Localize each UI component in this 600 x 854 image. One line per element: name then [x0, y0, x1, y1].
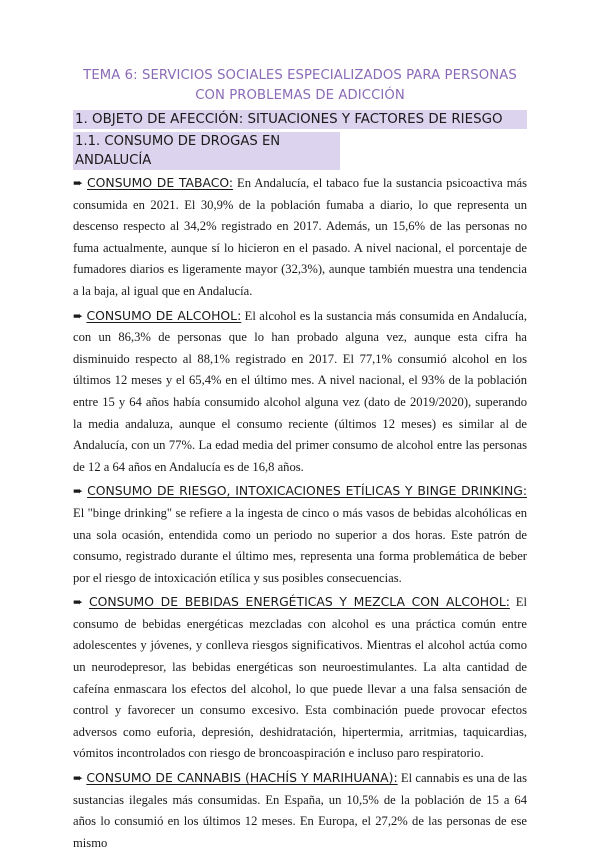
- arrow-icon: ➨: [73, 176, 84, 190]
- paragraph-alcohol: [73, 305, 527, 479]
- paragraph-heading: CONSUMO DE TABACO:: [87, 175, 234, 190]
- paragraph-text: El consumo de bebidas energéticas mezcladas con alcohol es una práctica común entre adolescentes y jóvenes, y conlleva riesgos significativos. Mientras el alcohol actúa como un neurodepresor, las bebidas energéticas son neuroestimulantes. La alta cantidad de cafeína enmascara los efectos del alcohol, lo que puede llevar a una falsa sensación de control y favorecer un consumo excesivo. Esta combinación puede provocar efectos adversos como euforia, depresión, deshidratación, hipertermia, arritmias, taquicardias, vómitos incontrolados con riesgo de broncoaspiración e incluso paro respiratorio.: [73, 595, 527, 761]
- paragraph-heading: CONSUMO DE CANNABIS (HACHÍS Y MARIHUANA):: [86, 770, 398, 786]
- arrow-icon: ➨: [73, 484, 84, 499]
- paragraph-text: El cannabis es una de las sustancias ilegales más consumidas. En España, un 10,5% de la población de 15 a 64 años lo consumió en los últimos 12 meses. En Europa, el 27,2% de las personas de ese mismo: [73, 771, 527, 850]
- arrow-icon: ➨: [73, 595, 84, 610]
- paragraph-text: El alcohol es la sustancia más consumida en Andalucía, con un 86,3% de personas que lo han probado alguna vez, aunque esta cifra ha disminuido respecto al 88,1% registrado en 2017. El 77,1% consumió alcohol en los últimos 12 meses y el 65,4% en el último mes. A nivel nacional, el 93% de la población entre 15 y 64 años había consumido alcohol alguna vez (dato de 2019/2020), superando la media andaluza, aunque el consumo reciente (últimos 12 meses) es similar al de Andalucía, con un 77%. La edad media del primer consumo de alcohol entre las personas de 12 a 64 años en Andalucía es de 16,8 años.: [73, 308, 527, 474]
- section-heading: 1. OBJETO DE AFECCIÓN: SITUACIONES Y FACTORES DE RIESGO: [73, 110, 527, 129]
- paragraph-tabaco: [73, 172, 527, 303]
- arrow-icon: ➨: [73, 771, 84, 786]
- paragraph-binge-drinking: [73, 480, 527, 589]
- paragraph-bebidas-energeticas: [73, 591, 527, 765]
- paragraph-text: En Andalucía, el tabaco fue la sustancia psicoactiva más consumida en 2021. El 30,9% de la población fumaba a diario, lo que representa un descenso respecto al 34,2% registrado en 2017. Además, un 15,6% de las personas no fuma actualmente, aunque sí lo hicieron en el pasado. A nivel nacional, el porcentaje de fumadores diarios es ligeramente mayor (32,3%), aunque también muestra una tendencia a la baja, al igual que en Andalucía.: [73, 176, 528, 298]
- paragraph-cannabis: [73, 767, 527, 854]
- paragraph-text: El "binge drinking" se refiere a la ingesta de cinco o más vasos de bebidas alcohólicas en una sola ocasión, entendida como un periodo no superior a dos horas. Este patrón de consumo, registrado durante el último mes, representa una forma problemática de beber por el riesgo de intoxicación etílica y sus posibles consecuencias.: [73, 505, 527, 585]
- paragraph-heading: CONSUMO DE BEBIDAS ENERGÉTICAS Y MEZCLA CON ALCOHOL:: [88, 594, 510, 610]
- paragraph-heading: CONSUMO DE ALCOHOL:: [86, 307, 242, 323]
- document-title: TEMA 6: SERVICIOS SOCIALES ESPECIALIZADOS PARA PERSONAS CON PROBLEMAS DE ADICCIÓN: [83, 68, 517, 103]
- subsection-heading: 1.1. CONSUMO DE DROGAS EN ANDALUCÍA: [73, 132, 340, 170]
- paragraph-heading: CONSUMO DE RIESGO, INTOXICACIONES ETÍLICAS Y BINGE DRINKING:: [87, 483, 527, 499]
- arrow-icon: ➨: [73, 308, 84, 323]
